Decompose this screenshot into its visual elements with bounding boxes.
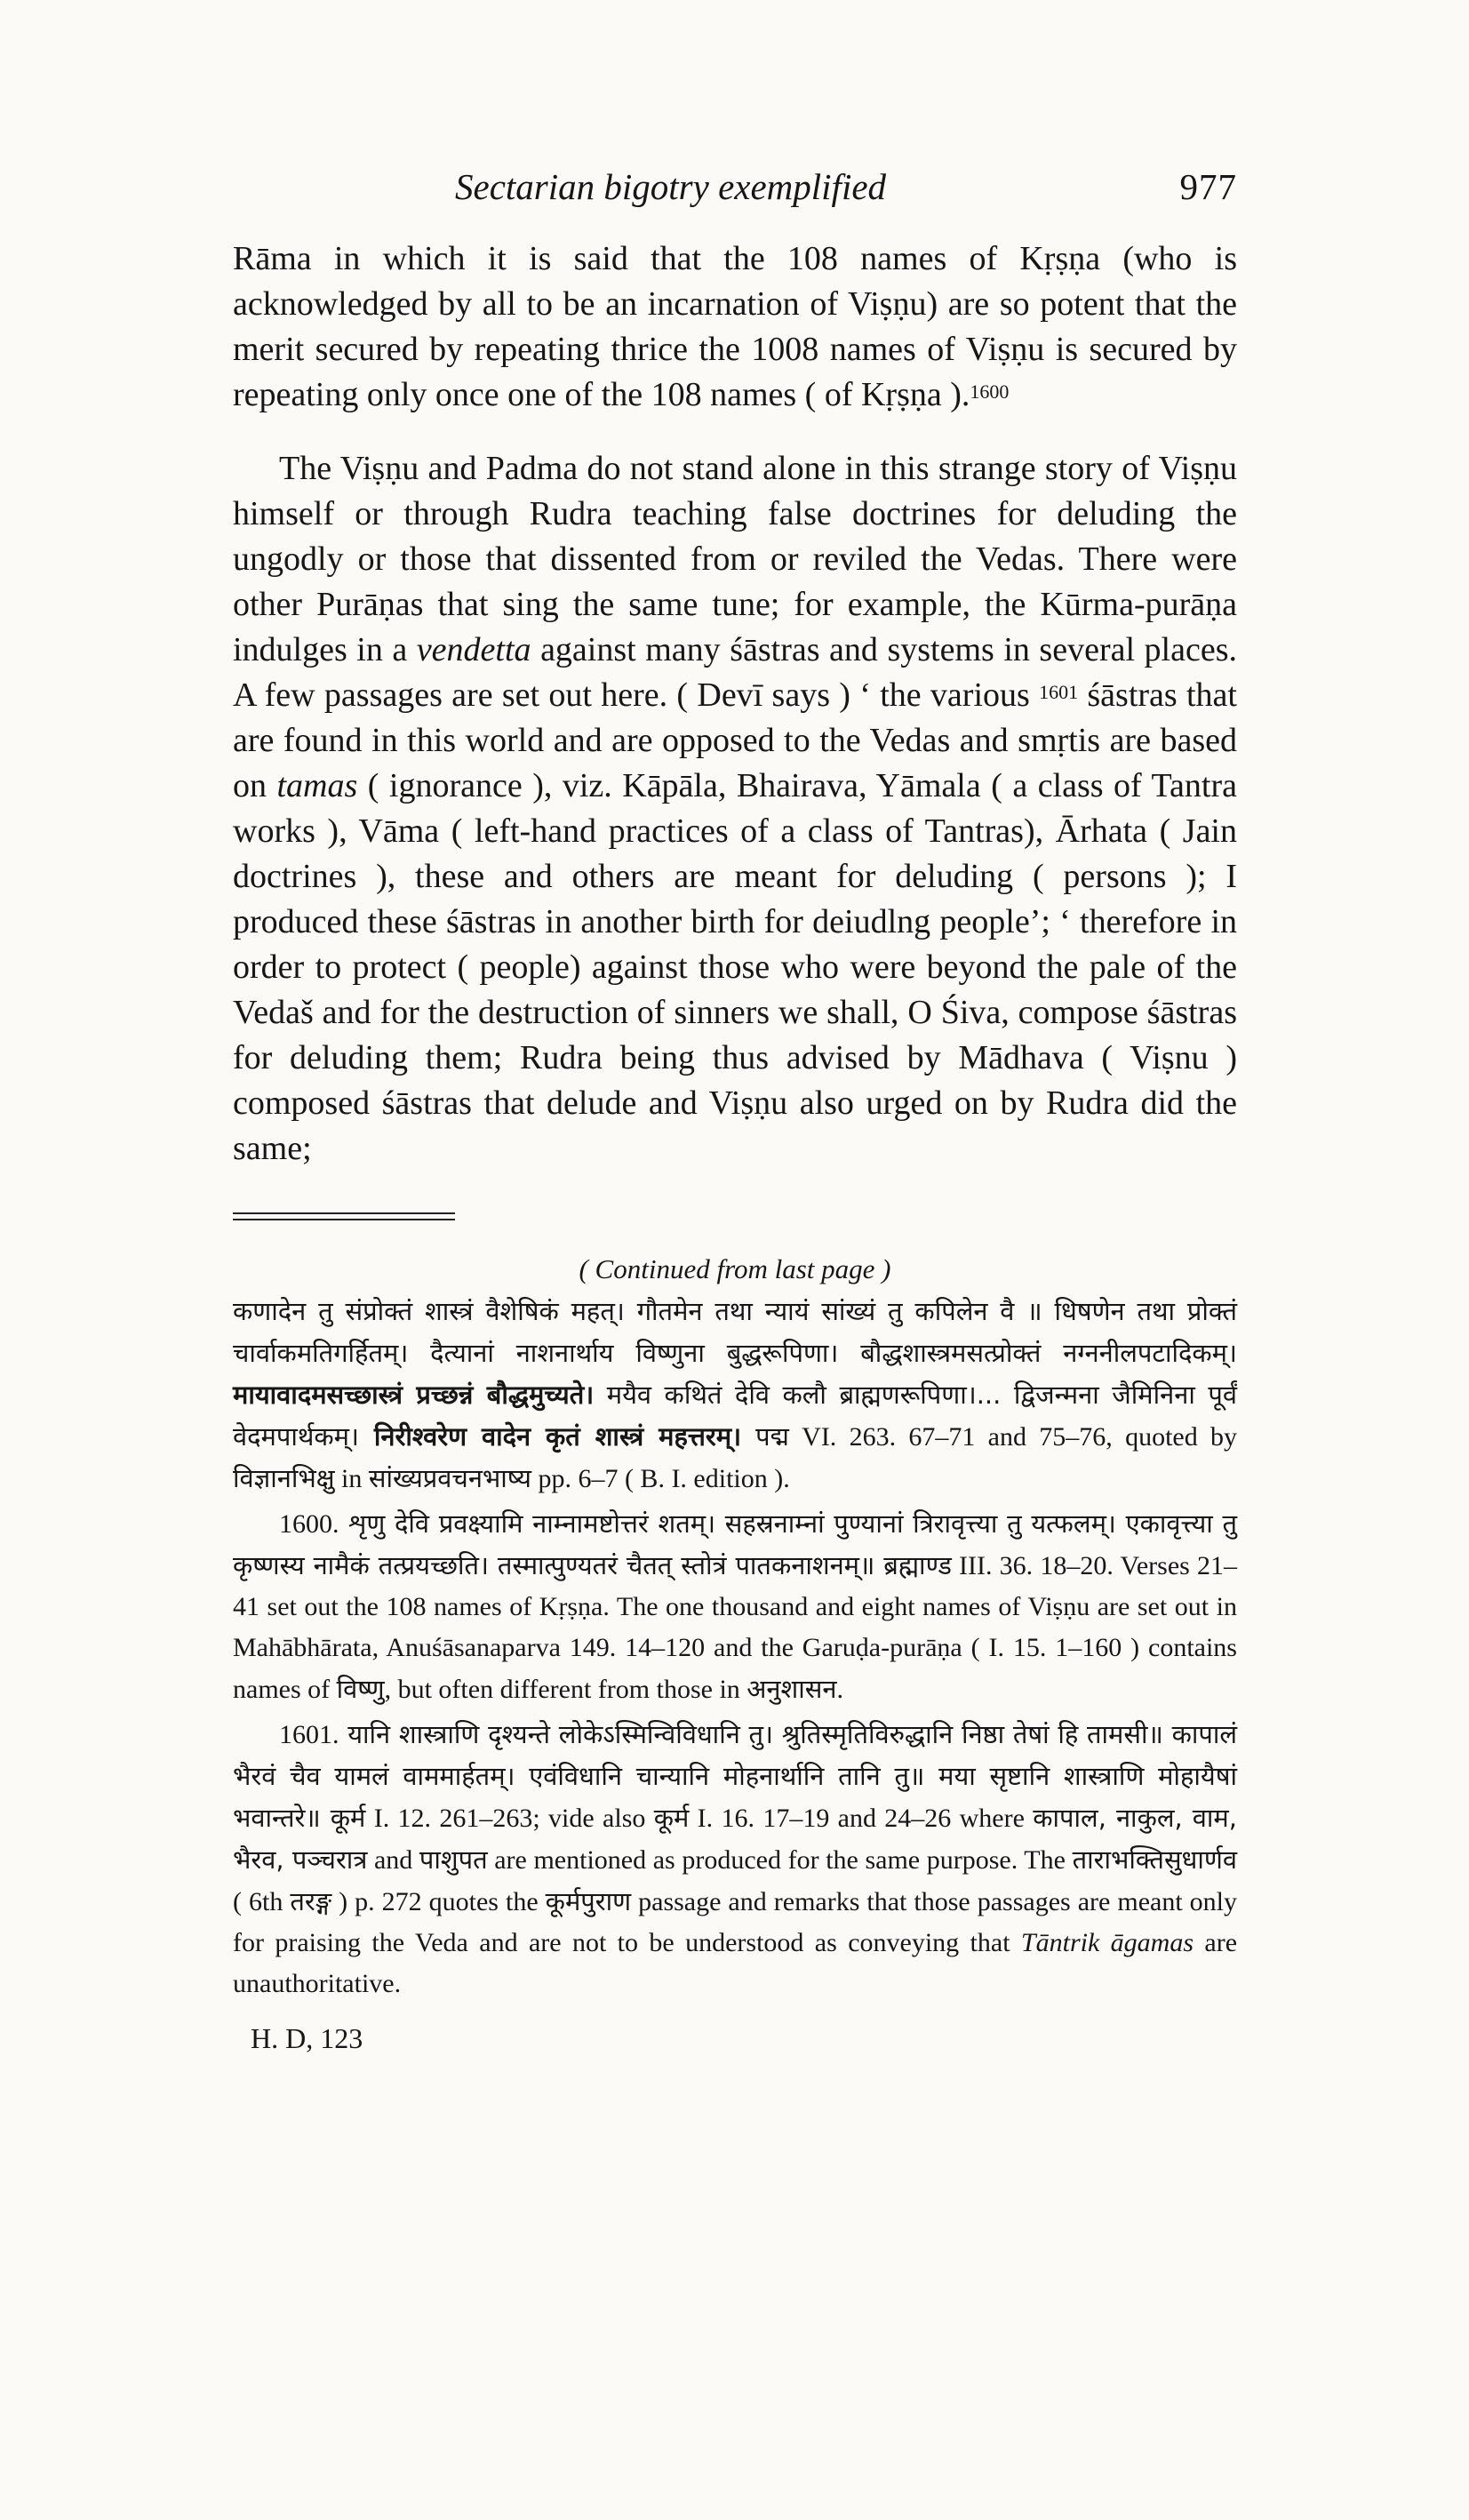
body-text <box>233 236 1237 1172</box>
footnote-1601: 1601. यानि शास्त्राणि दृश्यन्ते लोकेऽस्मिन्विविधानि तु। श्रुतिस्मृतिविरुद्धानि निष्ठा तेषां हि तामसी॥ कापालं भैरवं चैव यामलं वाममार्हतम्। एवंविधानि चान्यानि मोहनार्थानि तानि तु॥ मया सृष्टानि शास्त्राणि मोहायैषां भवान्तरे॥ कूर्म I. 12. 261–263; vide also कूर्म I. 16. 17–19 and 24–26 where कापाल, नाकुल, वाम, भैरव, पञ्चरात्र and पाशुपत are mentioned as produced for the same purpose. The ताराभक्तिसुधार्णव ( 6th तरङ्ग ) p. 272 quotes the कूर्मपुराण passage and remarks that those passages are meant only for praising the Veda and are not to be understood as conveying that Tāntrik āgamas are unauthoritative. <box>233 1719 1238 1998</box>
paragraph-2: The Viṣṇu and Padma do not stand alone in this strange story of Viṣṇu himself or through Rudra teaching false doctrines for deluding the ungodly or those that dissented from or reviled the Vedas. There were other Purāṇas that sing the same tune; for example, the Kūrma-purāṇa indulges in a vendetta against many śāstras and systems in several places. A few passages are set out here. ( Devī says ) ‘ the various $^{1601}$ śāstras that are found in this world and are opposed to the Vedas and smṛtis are based on tamas ( ignorance ), viz. Kāpāla, Bhairava, Yāmala ( a class of Tantra works ), Vāma ( left-hand practices of a class of Tantras), Ārhata ( Jain doctrines ), these and others are meant for deluding ( persons ); I produced these śāstras in another birth for deiudlng people’; ‘ therefore in order to protect ( people) against those who were beyond the pale of the Vedaš and for the destruction of sinners we shall, O Śiva, compose śāstras for deluding them; Rudra being thus advised by Mādhava ( Viṣnu ) composed śāstras that delude and Viṣṇu also urged on by Rudra did the same; <box>233 450 1237 1167</box>
footnote-ref-1600: 1600 <box>970 380 1010 403</box>
footnote-number: 1600. <box>279 1509 339 1539</box>
footnote-1600: 1600. शृणु देवि प्रवक्ष्यामि नाम्नामष्टोत्तरं शतम्। सहस्रनाम्नां पुण्यानां त्रिरावृत्त्या तु यत्फलम्। एकावृत्त्या तु कृष्णस्य नामैकं तत्प्रयच्छति। तस्मात्पुण्यतरं चैतत् स्तोत्रं पातकनाशनम्॥ ब्रह्माण्ड III. 36. 18–20. Verses 21–41 set out the 108 names of Kṛṣṇa. The one thousand and eight names of Viṣṇu are set out in Mahābhārata, Anuśāsanaparva 149. 14–120 and the Garuḍa-purāṇa ( I. 15. 1–160 ) contains names of विष्णु, but often different from those in अनुशासन. <box>233 1508 1237 1704</box>
paragraph-1: Rāma in which it is said that the 108 names of Kṛṣṇa (who is acknowledged by all to be an incarnation of Viṣṇu) are so potent that the merit secured by repeating thrice the 1008 names of Viṣṇu is secured by repeating only once one of the 108 names ( of Kṛṣṇa ).$^{1600}$ <box>233 240 1237 413</box>
footnote-number: 1601. <box>279 1720 339 1749</box>
page-number: 977 <box>1179 166 1237 207</box>
page-header <box>233 165 1237 236</box>
document-page <box>233 165 1237 2055</box>
footnote-continued: कणादेन तु संप्रोक्तं शास्त्रं वैशेषिकं महत्। गौतमेन तथा न्यायं सांख्यं तु कपिलेन वै ॥ धिषणेन तथा प्रोक्तं चार्वाकमतिगर्हितम्। दैत्यानां नाशनार्थाय विष्णुना बुद्धरूपिणा। बौद्धशास्त्रमसत्प्रोक्तं नग्ननीलपटादिकम्। मायावादमसच्छास्त्रं प्रच्छन्नं बौद्धमुच्यते। मयैव कथितं देवि कलौ ब्राह्मणरूपिणा।... द्विजन्मना जैमिनिना पूर्वं वेदमपार्थकम्। निरीश्वरेण वादेन कृतं शास्त्रं महत्तरम्। पद्म VI. 263. 67–71 and 75–76, quoted by विज्ञानभिक्षु in सांख्यप्रवचनभाष्य pp. 6–7 ( B. I. edition ). <box>233 1296 1238 1493</box>
signature-mark: H. D, 123 <box>251 2022 363 2054</box>
footnote-divider <box>233 1212 1237 1230</box>
running-head: Sectarian bigotry exemplified <box>455 166 887 207</box>
footnote-ref-1601: 1601 <box>1039 681 1079 703</box>
footnote-continued-label: ( Continued from last page ) <box>579 1253 891 1284</box>
